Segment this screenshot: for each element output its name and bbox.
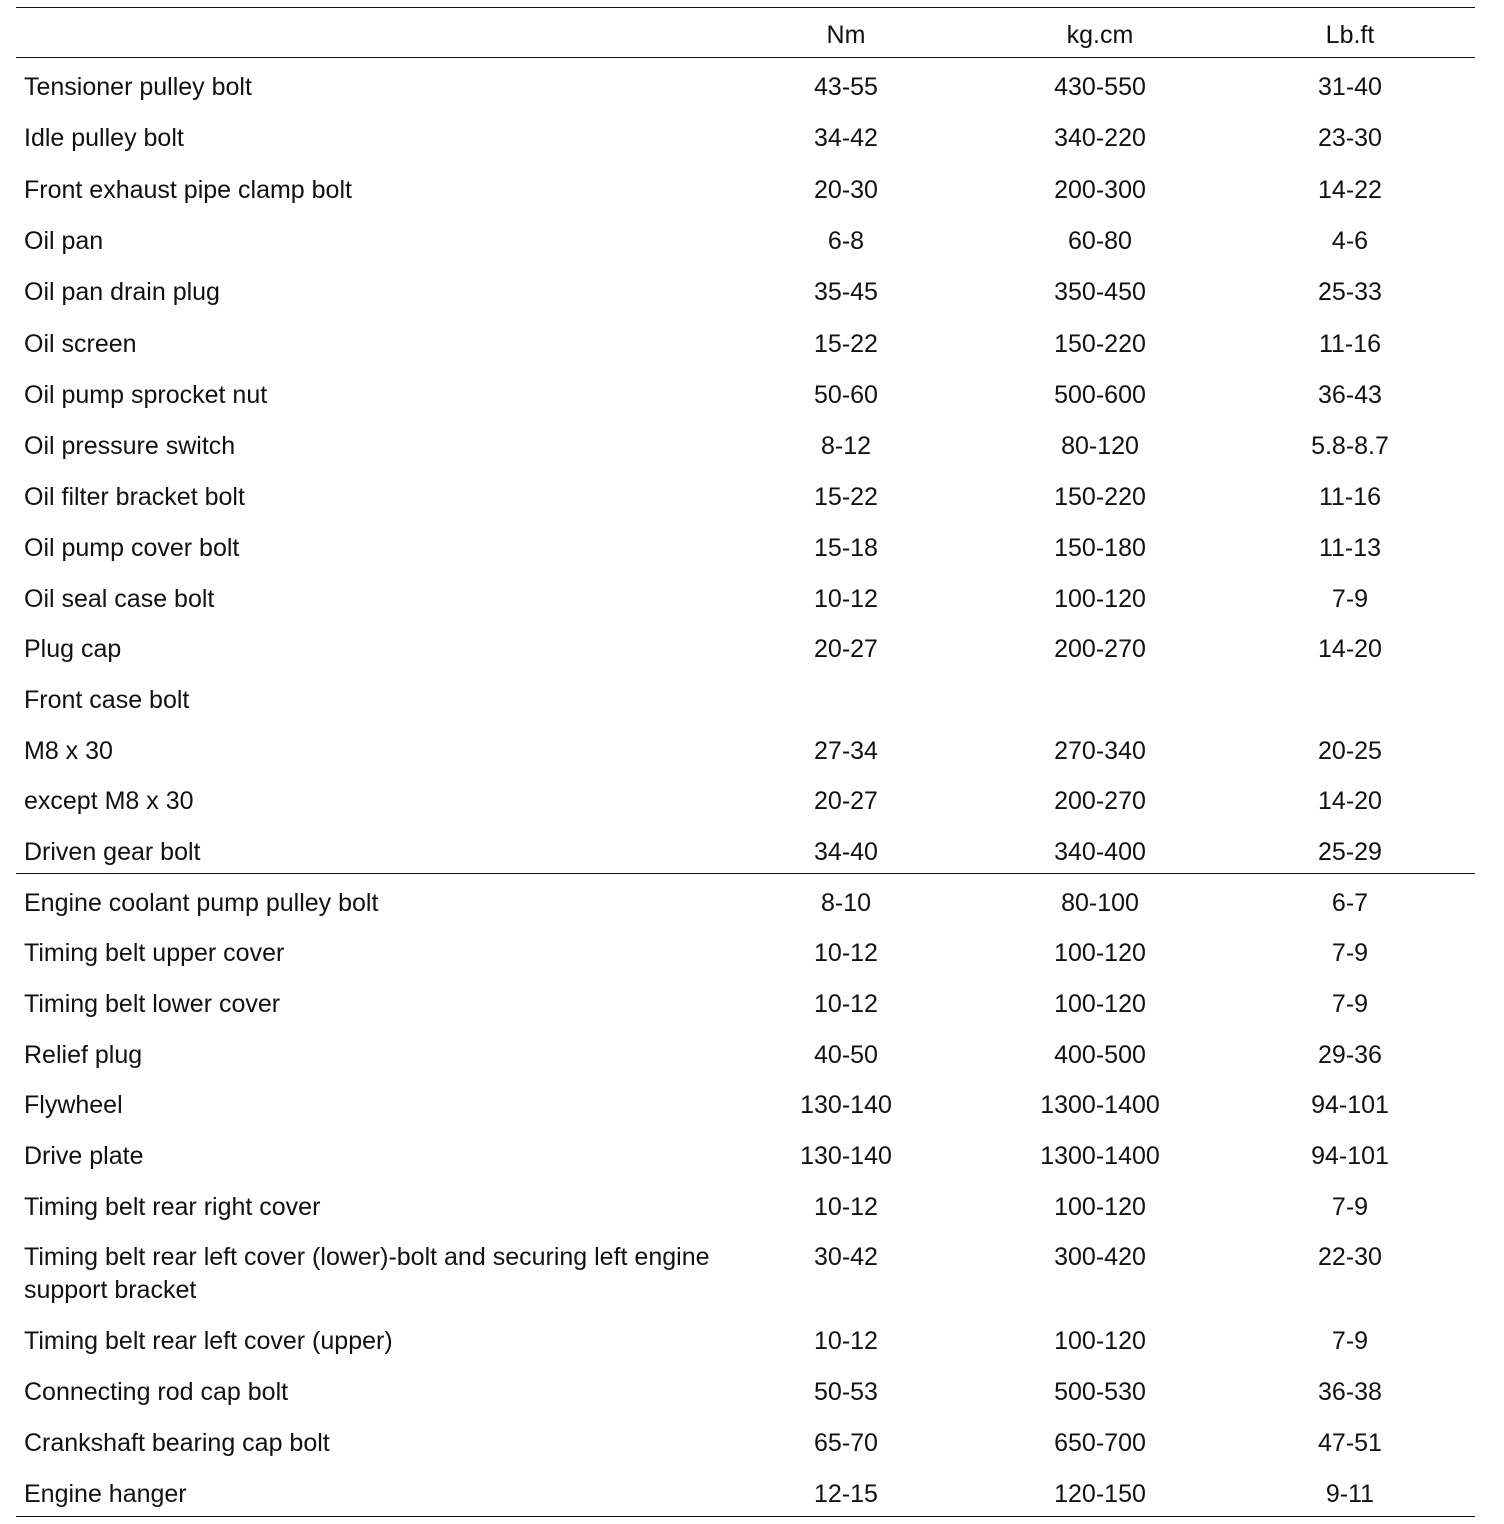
row-item-label: except M8 x 30 xyxy=(24,787,194,815)
row-item-label: Timing belt rear left cover (lower)-bolt and securing left engine support bracket xyxy=(24,1243,710,1304)
row-value-kgcm: 60-80 xyxy=(1068,227,1132,255)
row-value-lbft: 23-30 xyxy=(1318,124,1382,152)
row-value-nm: 50-60 xyxy=(814,381,878,409)
row-value-kgcm: 100-120 xyxy=(1054,585,1146,613)
row-value-kgcm: 1300-1400 xyxy=(1040,1091,1160,1119)
row-value-kgcm: 80-120 xyxy=(1061,432,1139,460)
row-value-kgcm: 120-150 xyxy=(1054,1480,1146,1508)
row-value-lbft: 7-9 xyxy=(1331,990,1369,1018)
row-value-lbft: 94-101 xyxy=(1311,1091,1389,1119)
row-value-kgcm: 200-270 xyxy=(1054,787,1146,815)
row-value-lbft: 94-101 xyxy=(1311,1142,1389,1170)
row-value-nm: 130-140 xyxy=(800,1142,892,1170)
row-value-nm: 35-45 xyxy=(814,278,878,306)
row-value-kgcm: 650-700 xyxy=(1054,1429,1146,1457)
row-value-nm: 20-27 xyxy=(814,635,878,663)
row-value-lbft: 36-43 xyxy=(1318,381,1382,409)
row-value-lbft: 11-16 xyxy=(1318,483,1382,511)
row-value-nm: 65-70 xyxy=(814,1429,878,1457)
row-item-label: Timing belt rear left cover (upper) xyxy=(24,1327,393,1355)
row-item-label: Driven gear bolt xyxy=(24,838,201,866)
row-value-nm: 8-12 xyxy=(820,432,872,460)
row-value-kgcm: 270-340 xyxy=(1054,737,1146,765)
row-value-lbft: 14-22 xyxy=(1318,176,1382,204)
row-value-lbft: 9-11 xyxy=(1325,1480,1375,1508)
row-item-label: Oil pan xyxy=(24,227,104,255)
row-value-nm: 130-140 xyxy=(800,1091,892,1119)
row-value-kgcm: 340-220 xyxy=(1054,124,1146,152)
row-value-lbft: 7-9 xyxy=(1331,939,1369,967)
row-item-label: M8 x 30 xyxy=(24,737,113,765)
row-value-lbft: 47-51 xyxy=(1318,1429,1382,1457)
row-value-nm: 15-22 xyxy=(814,483,878,511)
header-rule xyxy=(16,57,1475,58)
row-value-lbft: 11-16 xyxy=(1318,330,1382,358)
row-value-nm: 43-55 xyxy=(814,73,878,101)
row-value-kgcm: 100-120 xyxy=(1054,939,1146,967)
row-item-label: Oil pan drain plug xyxy=(24,278,220,306)
row-item-label: Timing belt rear right cover xyxy=(24,1193,321,1221)
row-item-label: Relief plug xyxy=(24,1041,143,1069)
row-value-nm: 27-34 xyxy=(814,737,878,765)
row-value-nm: 34-42 xyxy=(814,124,878,152)
row-item-label: Oil pump sprocket nut xyxy=(24,381,268,409)
row-value-kgcm: 500-530 xyxy=(1054,1378,1146,1406)
row-value-lbft: 20-25 xyxy=(1318,737,1382,765)
row-value-lbft: 14-20 xyxy=(1318,787,1382,815)
row-value-nm: 20-30 xyxy=(814,176,878,204)
row-value-nm: 10-12 xyxy=(814,1193,878,1221)
row-value-nm: 34-40 xyxy=(814,838,878,866)
row-item-label: Idle pulley bolt xyxy=(24,124,184,152)
row-item-label: Drive plate xyxy=(24,1142,144,1170)
row-value-lbft: 6-7 xyxy=(1331,889,1369,917)
row-value-kgcm: 500-600 xyxy=(1054,381,1146,409)
row-item-label: Engine hanger xyxy=(24,1480,187,1508)
row-value-kgcm: 430-550 xyxy=(1054,73,1146,101)
row-value-lbft: 4-6 xyxy=(1331,227,1369,255)
row-value-kgcm: 400-500 xyxy=(1054,1041,1146,1069)
row-item-label: Flywheel xyxy=(24,1091,123,1119)
row-value-nm: 10-12 xyxy=(814,939,878,967)
row-value-lbft: 11-13 xyxy=(1318,534,1382,562)
row-item-label: Oil screen xyxy=(24,330,137,358)
row-item-label: Front exhaust pipe clamp bolt xyxy=(24,176,352,204)
row-value-lbft: 7-9 xyxy=(1331,1327,1369,1355)
row-value-nm: 12-15 xyxy=(814,1480,878,1508)
row-value-lbft: 36-38 xyxy=(1318,1378,1382,1406)
row-item-label: Timing belt upper cover xyxy=(24,939,285,967)
row-value-nm: 10-12 xyxy=(814,1327,878,1355)
row-value-kgcm: 200-270 xyxy=(1054,635,1146,663)
row-value-nm: 6-8 xyxy=(827,227,865,255)
row-item-label: Timing belt lower cover xyxy=(24,990,281,1018)
row-value-lbft: 25-29 xyxy=(1318,838,1382,866)
row-value-lbft: 7-9 xyxy=(1331,585,1369,613)
row-value-nm: 10-12 xyxy=(814,585,878,613)
row-value-kgcm: 100-120 xyxy=(1054,1193,1146,1221)
column-header-kgcm: kg.cm xyxy=(1066,21,1134,49)
row-item-label: Tensioner pulley bolt xyxy=(24,73,252,101)
row-value-kgcm: 100-120 xyxy=(1054,1327,1146,1355)
row-value-lbft: 25-33 xyxy=(1318,278,1382,306)
row-value-kgcm: 100-120 xyxy=(1054,990,1146,1018)
row-value-nm: 20-27 xyxy=(814,787,878,815)
row-item-label: Oil seal case bolt xyxy=(24,585,215,613)
table-bottom-rule xyxy=(16,1516,1475,1517)
row-value-nm: 30-42 xyxy=(814,1243,878,1271)
section-divider-rule xyxy=(16,873,1475,874)
row-value-kgcm: 1300-1400 xyxy=(1040,1142,1160,1170)
row-item-label: Plug cap xyxy=(24,635,122,663)
row-value-nm: 40-50 xyxy=(814,1041,878,1069)
column-header-nm: Nm xyxy=(826,21,866,49)
row-value-kgcm: 150-220 xyxy=(1054,483,1146,511)
row-item-label: Oil pump cover bolt xyxy=(24,534,240,562)
row-value-lbft: 7-9 xyxy=(1331,1193,1369,1221)
row-value-kgcm: 150-220 xyxy=(1054,330,1146,358)
row-value-kgcm: 350-450 xyxy=(1054,278,1146,306)
row-value-lbft: 14-20 xyxy=(1318,635,1382,663)
row-value-kgcm: 300-420 xyxy=(1054,1243,1146,1271)
row-item-label: Connecting rod cap bolt xyxy=(24,1378,289,1406)
row-value-kgcm: 340-400 xyxy=(1054,838,1146,866)
row-value-lbft: 5.8-8.7 xyxy=(1311,432,1389,460)
row-item-label: Front case bolt xyxy=(24,686,190,714)
column-header-lbft: Lb.ft xyxy=(1325,21,1375,49)
row-value-nm: 10-12 xyxy=(814,990,878,1018)
row-value-kgcm: 80-100 xyxy=(1061,889,1139,917)
table-top-rule xyxy=(16,7,1475,8)
row-value-nm: 8-10 xyxy=(820,889,872,917)
row-value-nm: 15-22 xyxy=(814,330,878,358)
row-item-label: Oil filter bracket bolt xyxy=(24,483,245,511)
row-item-label: Oil pressure switch xyxy=(24,432,236,460)
row-value-nm: 50-53 xyxy=(814,1378,878,1406)
row-value-kgcm: 150-180 xyxy=(1054,534,1146,562)
row-value-lbft: 22-30 xyxy=(1318,1243,1382,1271)
row-value-kgcm: 200-300 xyxy=(1054,176,1146,204)
row-value-nm: 15-18 xyxy=(814,534,878,562)
row-item-label: Crankshaft bearing cap bolt xyxy=(24,1429,330,1457)
row-value-lbft: 31-40 xyxy=(1318,73,1382,101)
row-item-label: Engine coolant pump pulley bolt xyxy=(24,889,379,917)
row-value-lbft: 29-36 xyxy=(1318,1041,1382,1069)
